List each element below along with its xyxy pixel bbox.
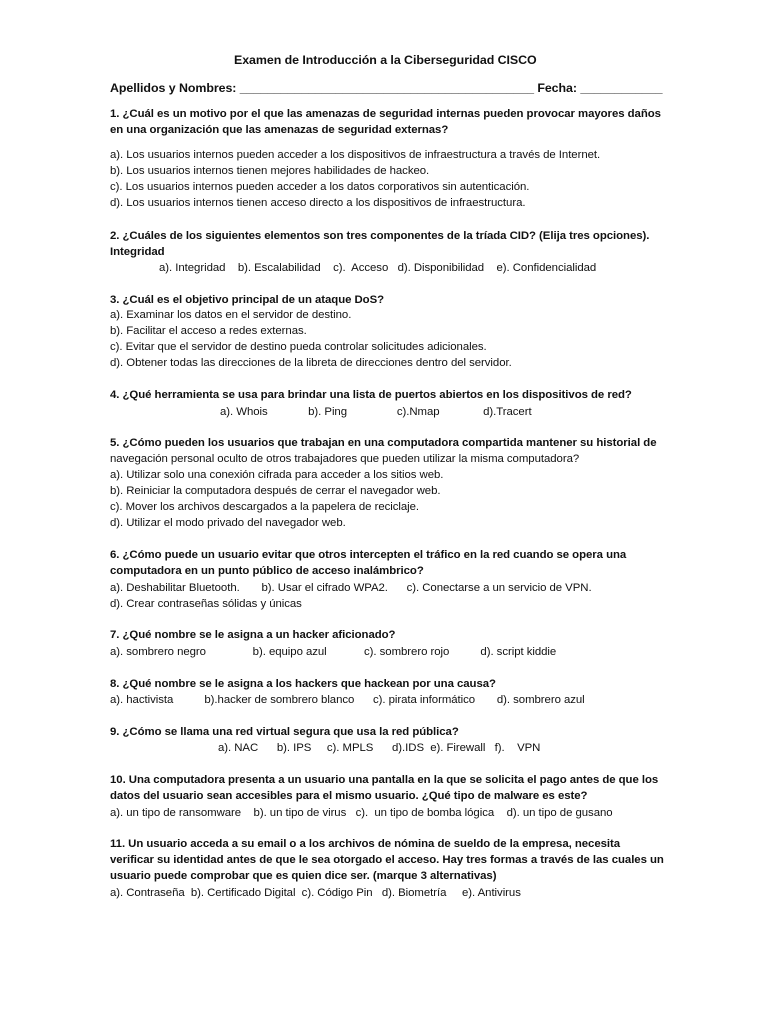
question-1-line-1: 1. ¿Cuál es un motivo por el que las amenazas de seguridad internas pueden provocar mayores daños (110, 108, 661, 120)
question-6-options-abc: a). Deshabilitar Bluetooth. b). Usar el cifrado WPA2. c). Conectarse a un servicio de VPN. (110, 582, 592, 594)
question-5-line-1: 5. ¿Cómo pueden los usuarios que trabajan en una computadora compartida mantener su historial de (110, 437, 657, 449)
question-8-options: a). hactivista b).hacker de sombrero blanco c). pirata informático d). sombrero azul (110, 694, 585, 706)
question-1-option-c: c). Los usuarios internos pueden acceder a los datos corporativos sin autenticación. (110, 181, 530, 193)
question-1-option-d: d). Los usuarios internos tienen acceso directo a los dispositivos de infraestructura. (110, 197, 526, 209)
question-4-options: a). Whois b). Ping c).Nmap d).Tracert (220, 406, 532, 418)
question-6-option-d: d). Crear contraseñas sólidas y únicas (110, 598, 302, 610)
question-3-option-c: c). Evitar que el servidor de destino pueda controlar solicitudes adicionales. (110, 341, 487, 353)
question-2-options: a). Integridad b). Escalabilidad c). Acceso d). Disponibilidad e). Confidencialidad (159, 262, 597, 274)
name-date-line: Apellidos y Nombres: ___________________________________________ Fecha: ____________ (110, 81, 663, 95)
question-1-option-a: a). Los usuarios internos pueden acceder a los dispositivos de infraestructura a través de Internet. (110, 149, 601, 161)
question-10-line-1: 10. Una computadora presenta a un usuario una pantalla en la que se solicita el pago antes de que los (110, 774, 659, 786)
question-8-line-1: 8. ¿Qué nombre se le asigna a los hackers que hackean por una causa? (110, 678, 496, 690)
question-11-options: a). Contraseña b). Certificado Digital c). Código Pin d). Biometría e). Antivirus (110, 887, 521, 899)
question-11-line-2: verificar su identidad antes de que le sea otorgado el acceso. Hay tres formas a través de las cuales un (110, 854, 664, 866)
question-6-line-2: computadora en un punto público de acceso inalámbrico? (110, 565, 424, 577)
question-5-option-a: a). Utilizar solo una conexión cifrada para acceder a los sitios web. (110, 469, 444, 481)
question-4-line-1: 4. ¿Qué herramienta se usa para brindar una lista de puertos abiertos en los dispositivos de red? (110, 389, 632, 401)
question-1-option-b: b). Los usuarios internos tienen mejores habilidades de hackeo. (110, 165, 430, 177)
question-2-line-1: 2. ¿Cuáles de los siguientes elementos son tres componentes de la tríada CID? (Elija tres opciones). (110, 230, 650, 242)
question-5-line-2: navegación personal oculto de otros trabajadores que pueden utilizar la misma computadora? (110, 453, 580, 465)
question-7-line-1: 7. ¿Qué nombre se le asigna a un hacker aficionado? (110, 629, 396, 641)
question-5-option-b: b). Reiniciar la computadora después de cerrar el navegador web. (110, 485, 441, 497)
question-3-option-a: a). Examinar los datos en el servidor de destino. (110, 309, 352, 321)
question-3-option-b: b). Facilitar el acceso a redes externas. (110, 325, 307, 337)
question-10-line-2: datos del usuario sean accesibles para el mismo usuario. ¿Qué tipo de malware es este? (110, 790, 588, 802)
question-7-options: a). sombrero negro b). equipo azul c). sombrero rojo d). script kiddie (110, 646, 557, 658)
question-5-option-c: c). Mover los archivos descargados a la papelera de reciclaje. (110, 501, 420, 513)
question-10-options: a). un tipo de ransomware b). un tipo de virus c). un tipo de bomba lógica d). un tipo de gusano (110, 807, 613, 819)
question-9-line-1: 9. ¿Cómo se llama una red virtual segura que usa la red pública? (110, 726, 459, 738)
question-11-line-3: usuario puede comprobar que es quien dice ser. (marque 3 alternativas) (110, 870, 497, 882)
question-6-line-1: 6. ¿Cómo puede un usuario evitar que otros intercepten el tráfico en la red cuando se opera una (110, 549, 627, 561)
question-5-option-d: d). Utilizar el modo privado del navegador web. (110, 517, 346, 529)
question-9-options: a). NAC b). IPS c). MPLS d).IDS e). Firewall f). VPN (218, 742, 541, 754)
question-3-option-d: d). Obtener todas las direcciones de la libreta de direcciones dentro del servidor. (110, 357, 512, 369)
question-1-line-2: en una organización que las amenazas de seguridad externas? (110, 124, 449, 136)
question-11-line-1: 11. Un usuario acceda a su email o a los archivos de nómina de sueldo de la empresa, necesita (110, 838, 621, 850)
page-title: Examen de Introducción a la Ciberseguridad CISCO (234, 53, 537, 67)
question-3-line-1: 3. ¿Cuál es el objetivo principal de un ataque DoS? (110, 294, 385, 306)
question-2-line-2: Integridad (110, 246, 165, 258)
